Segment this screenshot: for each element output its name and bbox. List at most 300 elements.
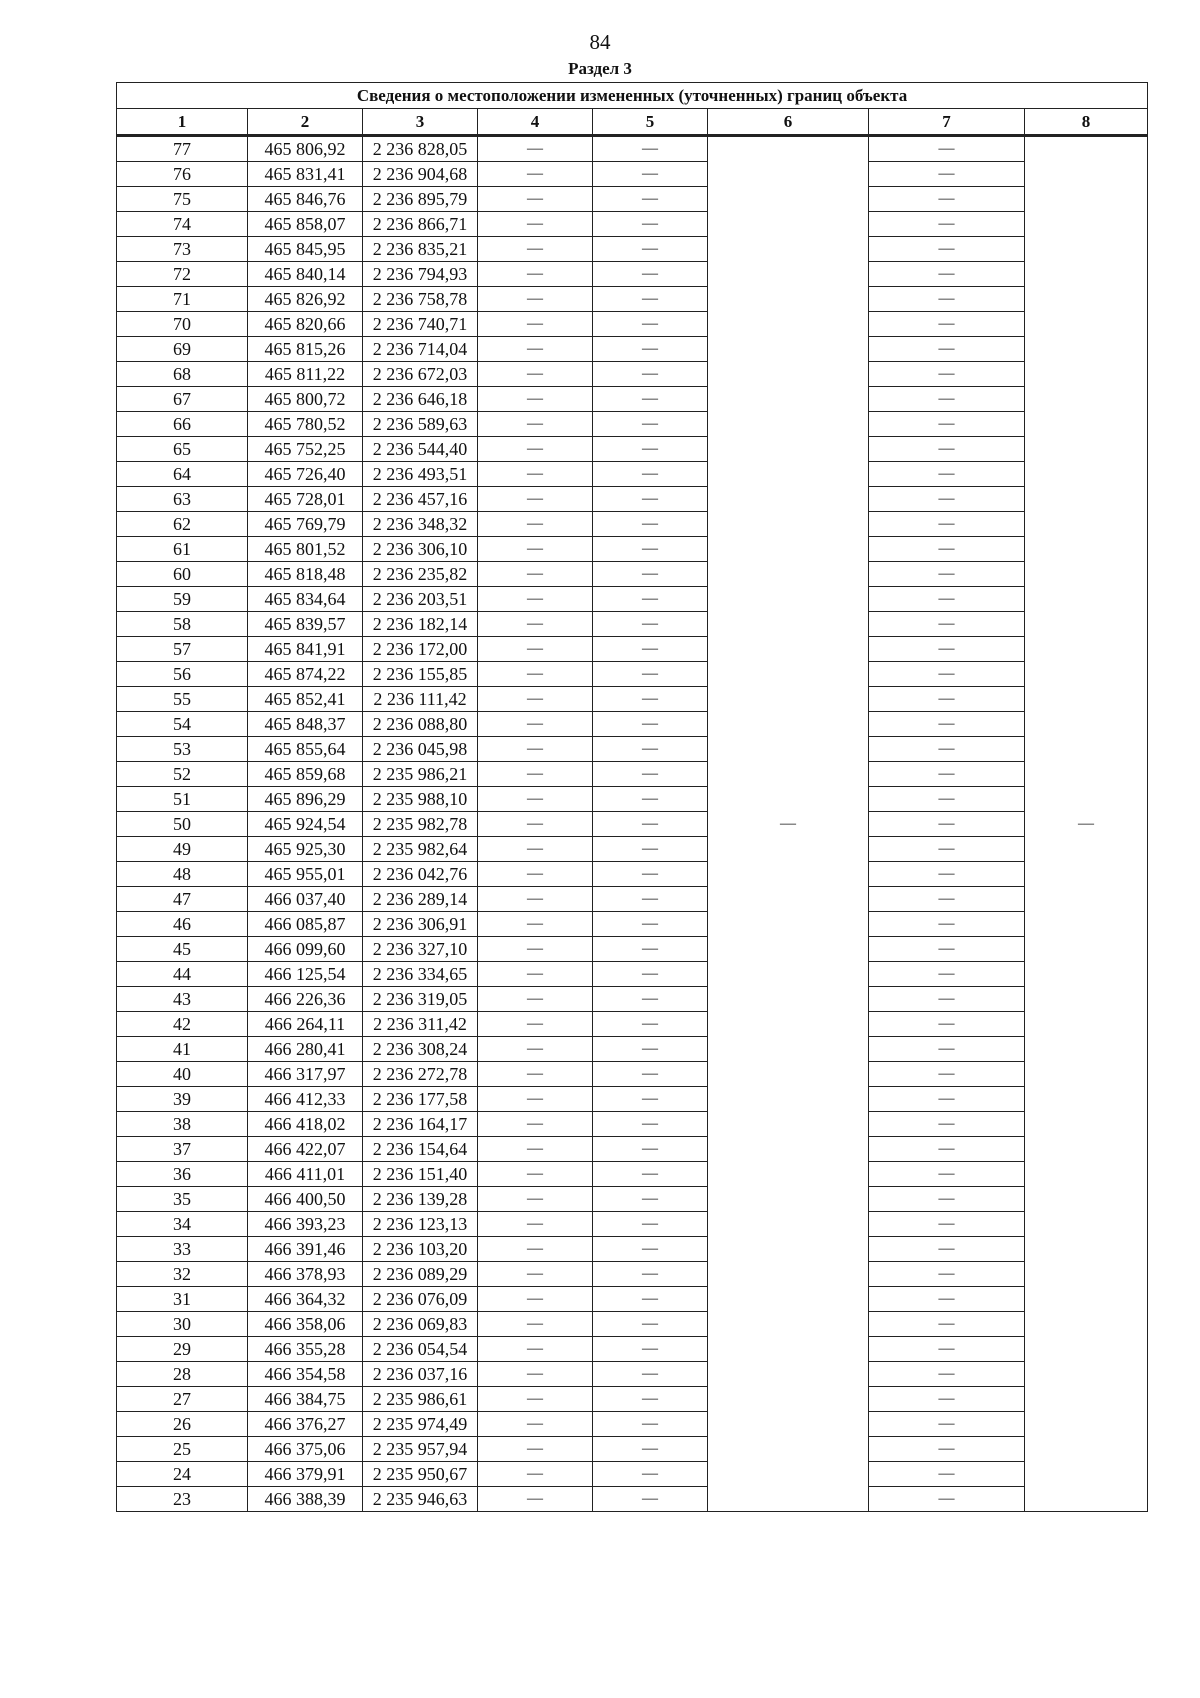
column-7-cell: — — [869, 662, 1025, 687]
column-7-cell: — — [869, 1387, 1025, 1412]
column-5-cell: — — [593, 1212, 708, 1237]
column-7-cell: — — [869, 1237, 1025, 1262]
point-number-cell: 24 — [117, 1462, 248, 1487]
y-coordinate-cell: 2 235 986,21 — [363, 762, 478, 787]
y-coordinate-cell: 2 236 111,42 — [363, 687, 478, 712]
column-4-cell: — — [478, 737, 593, 762]
column-7-cell: — — [869, 1037, 1025, 1062]
column-5-cell: — — [593, 412, 708, 437]
column-7-cell: — — [869, 237, 1025, 262]
x-coordinate-cell: 466 354,58 — [248, 1362, 363, 1387]
column-5-cell: — — [593, 1262, 708, 1287]
y-coordinate-cell: 2 235 986,61 — [363, 1387, 478, 1412]
y-coordinate-cell: 2 236 045,98 — [363, 737, 478, 762]
y-coordinate-cell: 2 236 457,16 — [363, 487, 478, 512]
column-4-cell: — — [478, 937, 593, 962]
x-coordinate-cell: 465 859,68 — [248, 762, 363, 787]
column-5-cell: — — [593, 1412, 708, 1437]
column-7-cell: — — [869, 337, 1025, 362]
column-4-cell: — — [478, 562, 593, 587]
table-row — [117, 787, 1148, 812]
column-header: 6 — [708, 109, 869, 136]
y-coordinate-cell: 2 236 272,78 — [363, 1062, 478, 1087]
x-coordinate-cell: 465 811,22 — [248, 362, 363, 387]
column-4-cell: — — [478, 1312, 593, 1337]
column-7-cell: — — [869, 962, 1025, 987]
y-coordinate-cell: 2 236 123,13 — [363, 1212, 478, 1237]
y-coordinate-cell: 2 236 740,71 — [363, 312, 478, 337]
y-coordinate-cell: 2 236 177,58 — [363, 1087, 478, 1112]
table-row — [117, 687, 1148, 712]
y-coordinate-cell: 2 236 139,28 — [363, 1187, 478, 1212]
column-5-cell: — — [593, 1087, 708, 1112]
column-4-cell: — — [478, 237, 593, 262]
point-number-cell: 53 — [117, 737, 248, 762]
x-coordinate-cell: 466 388,39 — [248, 1487, 363, 1512]
table-row — [117, 1287, 1148, 1312]
column-5-cell: — — [593, 1112, 708, 1137]
column-7-cell: — — [869, 462, 1025, 487]
table-row — [117, 187, 1148, 212]
column-4-cell: — — [478, 887, 593, 912]
column-5-cell: — — [593, 1312, 708, 1337]
column-4-cell: — — [478, 212, 593, 237]
column-4-cell: — — [478, 962, 593, 987]
column-4-cell: — — [478, 537, 593, 562]
point-number-cell: 63 — [117, 487, 248, 512]
column-5-cell: — — [593, 887, 708, 912]
column-7-cell: — — [869, 1212, 1025, 1237]
column-4-cell: — — [478, 1487, 593, 1512]
column-4-cell: — — [478, 1162, 593, 1187]
column-5-cell: — — [593, 287, 708, 312]
column-5-cell: — — [593, 237, 708, 262]
column-5-cell: — — [593, 387, 708, 412]
column-4-cell: — — [478, 136, 593, 162]
point-number-cell: 60 — [117, 562, 248, 587]
column-4-cell: — — [478, 162, 593, 187]
column-7-cell: — — [869, 812, 1025, 837]
table-row — [117, 1362, 1148, 1387]
x-coordinate-cell: 465 815,26 — [248, 337, 363, 362]
y-coordinate-cell: 2 236 306,10 — [363, 537, 478, 562]
column-4-cell: — — [478, 1187, 593, 1212]
point-number-cell: 74 — [117, 212, 248, 237]
point-number-cell: 30 — [117, 1312, 248, 1337]
point-number-cell: 29 — [117, 1337, 248, 1362]
point-number-cell: 59 — [117, 587, 248, 612]
point-number-cell: 62 — [117, 512, 248, 537]
column-5-cell: — — [593, 1187, 708, 1212]
point-number-cell: 55 — [117, 687, 248, 712]
table-row — [117, 362, 1148, 387]
column-4-cell: — — [478, 1362, 593, 1387]
column-5-cell: — — [593, 762, 708, 787]
y-coordinate-cell: 2 236 306,91 — [363, 912, 478, 937]
y-coordinate-cell: 2 236 076,09 — [363, 1287, 478, 1312]
table-row — [117, 1062, 1148, 1087]
y-coordinate-cell: 2 236 714,04 — [363, 337, 478, 362]
x-coordinate-cell: 465 852,41 — [248, 687, 363, 712]
table-row — [117, 1087, 1148, 1112]
column-header: 1 — [117, 109, 248, 136]
x-coordinate-cell: 465 839,57 — [248, 612, 363, 637]
column-5-cell: — — [593, 1337, 708, 1362]
table-header-row — [117, 109, 1148, 136]
column-7-cell: — — [869, 1312, 1025, 1337]
x-coordinate-cell: 465 752,25 — [248, 437, 363, 462]
x-coordinate-cell: 466 037,40 — [248, 887, 363, 912]
page-number: 84 — [589, 30, 611, 54]
point-number-cell: 73 — [117, 237, 248, 262]
x-coordinate-cell: 465 924,54 — [248, 812, 363, 837]
column-4-cell: — — [478, 412, 593, 437]
column-7-cell: — — [869, 937, 1025, 962]
column-4-cell: — — [478, 462, 593, 487]
column-4-cell: — — [478, 1237, 593, 1262]
column-4-cell: — — [478, 1012, 593, 1037]
x-coordinate-cell: 466 317,97 — [248, 1062, 363, 1087]
point-number-cell: 41 — [117, 1037, 248, 1062]
column-5-cell: — — [593, 737, 708, 762]
table-row — [117, 1187, 1148, 1212]
x-coordinate-cell: 465 955,01 — [248, 862, 363, 887]
column-4-cell: — — [478, 287, 593, 312]
point-number-cell: 67 — [117, 387, 248, 412]
y-coordinate-cell: 2 236 327,10 — [363, 937, 478, 962]
x-coordinate-cell: 466 085,87 — [248, 912, 363, 937]
y-coordinate-cell: 2 236 069,83 — [363, 1312, 478, 1337]
column-header: 8 — [1025, 109, 1148, 136]
table-row — [117, 287, 1148, 312]
boundary-coordinates-table — [116, 82, 1148, 1512]
column-5-cell: — — [593, 1487, 708, 1512]
x-coordinate-cell: 465 818,48 — [248, 562, 363, 587]
y-coordinate-cell: 2 235 946,63 — [363, 1487, 478, 1512]
point-number-cell: 65 — [117, 437, 248, 462]
column-5-cell: — — [593, 1362, 708, 1387]
x-coordinate-cell: 466 099,60 — [248, 937, 363, 962]
x-coordinate-cell: 465 801,52 — [248, 537, 363, 562]
column-7-cell: — — [869, 1262, 1025, 1287]
column-4-cell: — — [478, 1112, 593, 1137]
column-4-cell: — — [478, 1087, 593, 1112]
y-coordinate-cell: 2 235 950,67 — [363, 1462, 478, 1487]
y-coordinate-cell: 2 236 544,40 — [363, 437, 478, 462]
column-4-cell: — — [478, 987, 593, 1012]
x-coordinate-cell: 465 806,92 — [248, 136, 363, 162]
column-5-cell: — — [593, 187, 708, 212]
column-5-cell: — — [593, 1437, 708, 1462]
table-row — [117, 437, 1148, 462]
column-5-cell: — — [593, 612, 708, 637]
point-number-cell: 69 — [117, 337, 248, 362]
x-coordinate-cell: 465 834,64 — [248, 587, 363, 612]
column-7-cell: — — [869, 162, 1025, 187]
column-7-cell: — — [869, 837, 1025, 862]
column-4-cell: — — [478, 612, 593, 637]
column-4-cell: — — [478, 337, 593, 362]
x-coordinate-cell: 465 848,37 — [248, 712, 363, 737]
column-4-cell: — — [478, 312, 593, 337]
column-4-cell: — — [478, 687, 593, 712]
table-row — [117, 537, 1148, 562]
point-number-cell: 46 — [117, 912, 248, 937]
table-row — [117, 1212, 1148, 1237]
column-7-cell: — — [869, 1287, 1025, 1312]
column-5-cell: — — [593, 912, 708, 937]
column-7-cell: — — [869, 437, 1025, 462]
column-6-merged-cell: — — [708, 136, 869, 1512]
column-7-cell: — — [869, 212, 1025, 237]
column-5-cell: — — [593, 1137, 708, 1162]
column-5-cell: — — [593, 862, 708, 887]
table-row — [117, 337, 1148, 362]
column-5-cell: — — [593, 162, 708, 187]
x-coordinate-cell: 465 826,92 — [248, 287, 363, 312]
y-coordinate-cell: 2 236 589,63 — [363, 412, 478, 437]
x-coordinate-cell: 465 820,66 — [248, 312, 363, 337]
y-coordinate-cell: 2 236 037,16 — [363, 1362, 478, 1387]
table-row — [117, 837, 1148, 862]
column-5-cell: — — [593, 462, 708, 487]
table-row — [117, 412, 1148, 437]
x-coordinate-cell: 466 280,41 — [248, 1037, 363, 1062]
column-5-cell: — — [593, 712, 708, 737]
table-row — [117, 136, 1148, 162]
point-number-cell: 39 — [117, 1087, 248, 1112]
y-coordinate-cell: 2 236 646,18 — [363, 387, 478, 412]
table-row — [117, 662, 1148, 687]
column-4-cell: — — [478, 487, 593, 512]
x-coordinate-cell: 466 355,28 — [248, 1337, 363, 1362]
y-coordinate-cell: 2 236 054,54 — [363, 1337, 478, 1362]
column-7-cell: — — [869, 187, 1025, 212]
y-coordinate-cell: 2 236 103,20 — [363, 1237, 478, 1262]
column-4-cell: — — [478, 812, 593, 837]
column-4-cell: — — [478, 637, 593, 662]
table-row — [117, 912, 1148, 937]
y-coordinate-cell: 2 236 151,40 — [363, 1162, 478, 1187]
column-4-cell: — — [478, 362, 593, 387]
point-number-cell: 58 — [117, 612, 248, 637]
y-coordinate-cell: 2 236 308,24 — [363, 1037, 478, 1062]
column-5-cell: — — [593, 512, 708, 537]
column-5-cell: — — [593, 1037, 708, 1062]
table-row — [117, 1437, 1148, 1462]
y-coordinate-cell: 2 236 794,93 — [363, 262, 478, 287]
table-row — [117, 262, 1148, 287]
x-coordinate-cell: 465 855,64 — [248, 737, 363, 762]
column-7-cell: — — [869, 1412, 1025, 1437]
point-number-cell: 32 — [117, 1262, 248, 1287]
table-row — [117, 812, 1148, 837]
y-coordinate-cell: 2 236 164,17 — [363, 1112, 478, 1137]
x-coordinate-cell: 466 384,75 — [248, 1387, 363, 1412]
point-number-cell: 25 — [117, 1437, 248, 1462]
column-header: 7 — [869, 109, 1025, 136]
column-4-cell: — — [478, 1412, 593, 1437]
y-coordinate-cell: 2 236 828,05 — [363, 136, 478, 162]
column-5-cell: — — [593, 987, 708, 1012]
column-5-cell: — — [593, 837, 708, 862]
column-7-cell: — — [869, 262, 1025, 287]
point-number-cell: 54 — [117, 712, 248, 737]
column-4-cell: — — [478, 912, 593, 937]
table-title: Сведения о местоположении измененных (уточненных) границ объекта — [117, 83, 1148, 109]
x-coordinate-cell: 465 840,14 — [248, 262, 363, 287]
column-4-cell: — — [478, 862, 593, 887]
point-number-cell: 71 — [117, 287, 248, 312]
column-4-cell: — — [478, 512, 593, 537]
column-7-cell: — — [869, 587, 1025, 612]
point-number-cell: 66 — [117, 412, 248, 437]
table-row — [117, 1012, 1148, 1037]
x-coordinate-cell: 466 393,23 — [248, 1212, 363, 1237]
column-7-cell: — — [869, 312, 1025, 337]
column-header: 2 — [248, 109, 363, 136]
y-coordinate-cell: 2 236 235,82 — [363, 562, 478, 587]
column-header: 4 — [478, 109, 593, 136]
point-number-cell: 47 — [117, 887, 248, 912]
point-number-cell: 57 — [117, 637, 248, 662]
column-4-cell: — — [478, 662, 593, 687]
column-4-cell: — — [478, 762, 593, 787]
point-number-cell: 72 — [117, 262, 248, 287]
column-5-cell: — — [593, 312, 708, 337]
table-row — [117, 1262, 1148, 1287]
column-7-cell: — — [869, 787, 1025, 812]
point-number-cell: 42 — [117, 1012, 248, 1037]
column-7-cell: — — [869, 287, 1025, 312]
y-coordinate-cell: 2 236 334,65 — [363, 962, 478, 987]
table-row — [117, 887, 1148, 912]
column-7-cell: — — [869, 1187, 1025, 1212]
column-7-cell: — — [869, 512, 1025, 537]
column-5-cell: — — [593, 1237, 708, 1262]
x-coordinate-cell: 465 841,91 — [248, 637, 363, 662]
y-coordinate-cell: 2 236 155,85 — [363, 662, 478, 687]
table-row — [117, 712, 1148, 737]
column-5-cell: — — [593, 437, 708, 462]
column-7-cell: — — [869, 637, 1025, 662]
x-coordinate-cell: 466 226,36 — [248, 987, 363, 1012]
x-coordinate-cell: 465 769,79 — [248, 512, 363, 537]
column-4-cell: — — [478, 1212, 593, 1237]
point-number-cell: 45 — [117, 937, 248, 962]
y-coordinate-cell: 2 236 289,14 — [363, 887, 478, 912]
point-number-cell: 33 — [117, 1237, 248, 1262]
column-5-cell: — — [593, 362, 708, 387]
column-7-cell: — — [869, 1362, 1025, 1387]
column-7-cell: — — [869, 562, 1025, 587]
table-row — [117, 162, 1148, 187]
column-7-cell: — — [869, 687, 1025, 712]
column-7-cell: — — [869, 1112, 1025, 1137]
x-coordinate-cell: 466 364,32 — [248, 1287, 363, 1312]
column-4-cell: — — [478, 437, 593, 462]
point-number-cell: 37 — [117, 1137, 248, 1162]
x-coordinate-cell: 465 780,52 — [248, 412, 363, 437]
table-row — [117, 1412, 1148, 1437]
column-5-cell: — — [593, 587, 708, 612]
x-coordinate-cell: 466 400,50 — [248, 1187, 363, 1212]
column-4-cell: — — [478, 1287, 593, 1312]
column-5-cell: — — [593, 787, 708, 812]
table-row — [117, 512, 1148, 537]
table-row — [117, 462, 1148, 487]
x-coordinate-cell: 466 264,11 — [248, 1012, 363, 1037]
table-row — [117, 862, 1148, 887]
table-row — [117, 962, 1148, 987]
y-coordinate-cell: 2 236 089,29 — [363, 1262, 478, 1287]
column-7-cell: — — [869, 762, 1025, 787]
x-coordinate-cell: 465 845,95 — [248, 237, 363, 262]
column-7-cell: — — [869, 136, 1025, 162]
y-coordinate-cell: 2 236 088,80 — [363, 712, 478, 737]
table-row — [117, 1137, 1148, 1162]
x-coordinate-cell: 466 378,93 — [248, 1262, 363, 1287]
table-title-row — [117, 83, 1148, 109]
column-5-cell: — — [593, 687, 708, 712]
table-row — [117, 237, 1148, 262]
column-4-cell: — — [478, 1262, 593, 1287]
column-4-cell: — — [478, 187, 593, 212]
section-title: Раздел 3 — [568, 59, 632, 78]
table-row — [117, 487, 1148, 512]
column-5-cell: — — [593, 136, 708, 162]
column-5-cell: — — [593, 812, 708, 837]
x-coordinate-cell: 465 874,22 — [248, 662, 363, 687]
column-7-cell: — — [869, 487, 1025, 512]
column-5-cell: — — [593, 1012, 708, 1037]
column-5-cell: — — [593, 937, 708, 962]
point-number-cell: 27 — [117, 1387, 248, 1412]
column-7-cell: — — [869, 612, 1025, 637]
y-coordinate-cell: 2 236 672,03 — [363, 362, 478, 387]
x-coordinate-cell: 466 418,02 — [248, 1112, 363, 1137]
column-4-cell: — — [478, 587, 593, 612]
x-coordinate-cell: 466 125,54 — [248, 962, 363, 987]
column-7-cell: — — [869, 387, 1025, 412]
column-5-cell: — — [593, 337, 708, 362]
point-number-cell: 34 — [117, 1212, 248, 1237]
point-number-cell: 75 — [117, 187, 248, 212]
x-coordinate-cell: 466 358,06 — [248, 1312, 363, 1337]
point-number-cell: 70 — [117, 312, 248, 337]
column-5-cell: — — [593, 487, 708, 512]
column-7-cell: — — [869, 1437, 1025, 1462]
table-row — [117, 1112, 1148, 1137]
x-coordinate-cell: 466 422,07 — [248, 1137, 363, 1162]
y-coordinate-cell: 2 235 988,10 — [363, 787, 478, 812]
column-5-cell: — — [593, 1462, 708, 1487]
column-7-cell: — — [869, 1487, 1025, 1512]
y-coordinate-cell: 2 236 904,68 — [363, 162, 478, 187]
x-coordinate-cell: 465 728,01 — [248, 487, 363, 512]
y-coordinate-cell: 2 235 974,49 — [363, 1412, 478, 1437]
column-5-cell: — — [593, 1062, 708, 1087]
y-coordinate-cell: 2 236 042,76 — [363, 862, 478, 887]
column-header: 5 — [593, 109, 708, 136]
column-4-cell: — — [478, 1337, 593, 1362]
column-8-merged-cell: — — [1025, 136, 1148, 1512]
table-row — [117, 612, 1148, 637]
x-coordinate-cell: 465 925,30 — [248, 837, 363, 862]
x-coordinate-cell: 465 726,40 — [248, 462, 363, 487]
point-number-cell: 51 — [117, 787, 248, 812]
table-row — [117, 1237, 1148, 1262]
